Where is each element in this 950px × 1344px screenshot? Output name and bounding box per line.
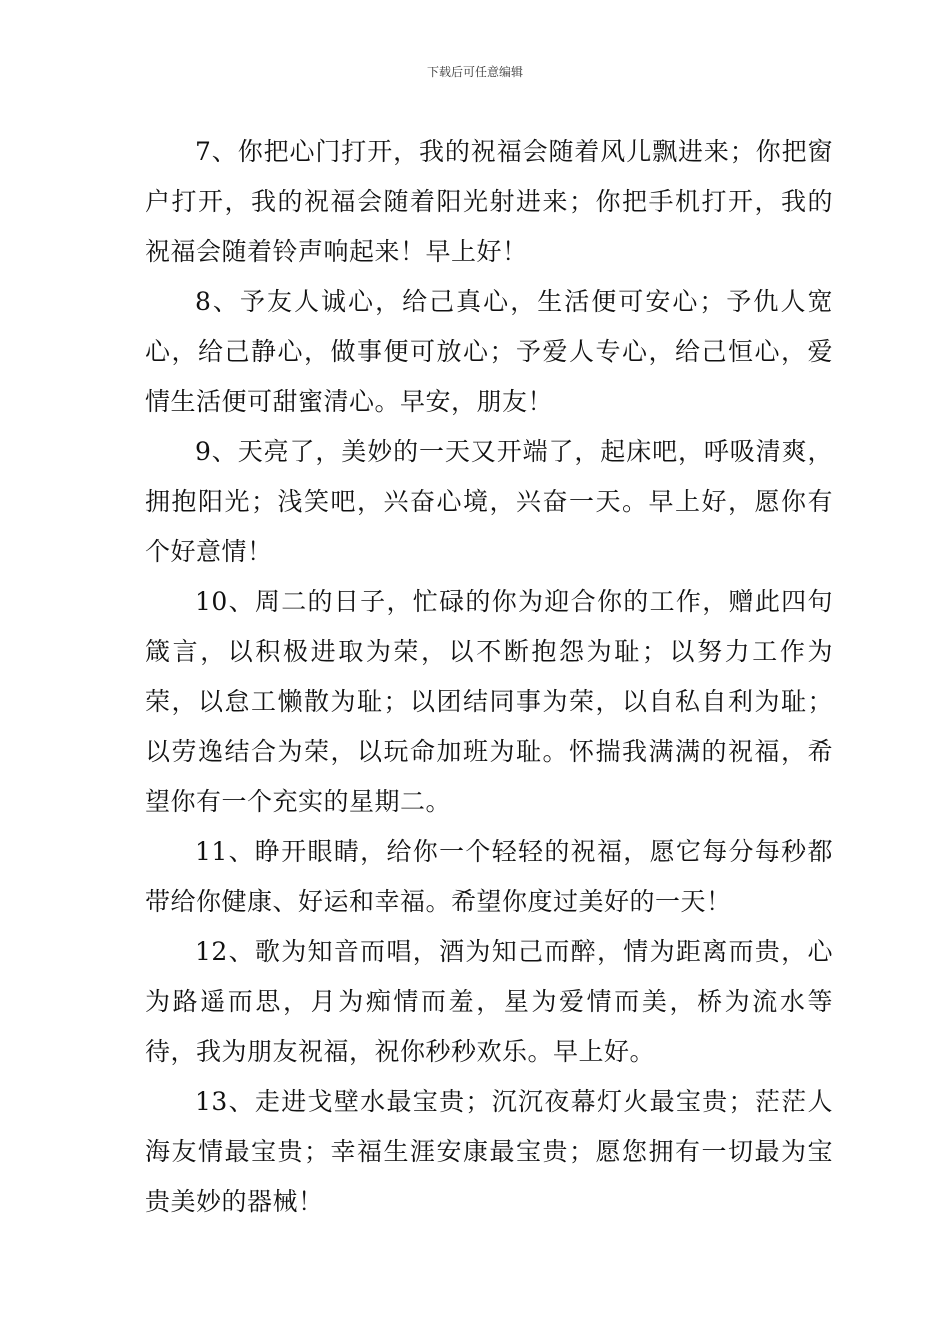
paragraph-7: 7、你把心门打开，我的祝福会随着风儿飘进来；你把窗户打开，我的祝福会随着阳光射进来；你把手机打开，我的祝福会随着铃声响起来！早上好！ [145,137,833,266]
paragraph-11: 11、睁开眼睛，给你一个轻轻的祝福，愿它每分每秒都带给你健康、好运和幸福。希望你度过美好的一天！ [145,837,833,916]
paragraph-10: 10、周二的日子，忙碌的你为迎合你的工作，赠此四句箴言，以积极进取为荣，以不断抱怨为耻；以努力工作为荣，以怠工懒散为耻；以团结同事为荣，以自私自利为耻；以劳逸结合为荣，以玩命加班为耻。怀揣我满满的祝福，希望你有一个充实的星期二。 [145,587,833,816]
paragraph-9: 9、天亮了，美妙的一天又开端了，起床吧，呼吸清爽，拥抱阳光；浅笑吧，兴奋心境，兴奋一天。早上好，愿你有个好意情！ [145,437,833,566]
paragraph-12: 12、歌为知音而唱，酒为知己而醉，情为距离而贵，心为路遥而思，月为痴情而羞，星为爱情而美，桥为流水等待，我为朋友祝福，祝你秒秒欢乐。早上好。 [145,937,833,1066]
paragraph-13: 13、走进戈壁水最宝贵；沉沉夜幕灯火最宝贵；茫茫人海友情最宝贵；幸福生涯安康最宝贵；愿您拥有一切最为宝贵美妙的器械！ [145,1087,833,1216]
paragraph-8: 8、予友人诚心，给己真心，生活便可安心；予仇人宽心，给己静心，做事便可放心；予爱人专心，给己恒心，爱情生活便可甜蜜清心。早安，朋友！ [145,287,833,416]
document-body [145,127,833,1227]
page-header: 下载后可任意编辑 [426,65,523,79]
